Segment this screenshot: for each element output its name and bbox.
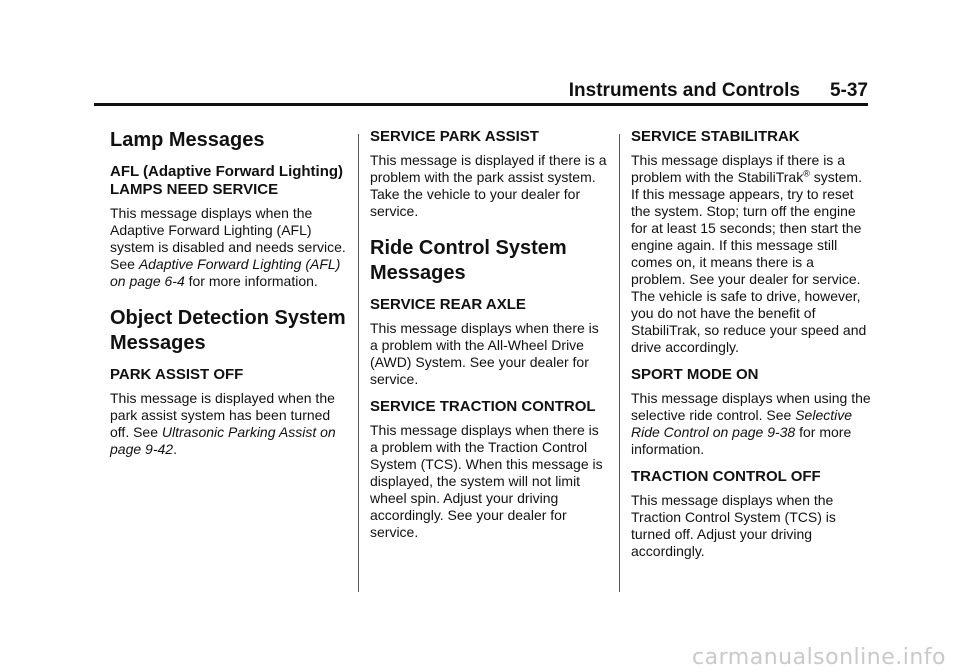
column-divider-2 — [619, 134, 620, 592]
lamp-messages-heading: Lamp Messages — [110, 129, 265, 151]
stabilitrak-text-end: system. If this message appears, try to reset the system. Stop; turn off the engine for at least 15 seconds; then start the engine again. If this message still comes on, it means there is a problem. See your dealer for service. The vehicle is safe to drive, however, you do not have the benefit of StabiliTrak, so reduce your speed and drive accordingly. — [631, 169, 867, 355]
service-traction-control-heading: SERVICE TRACTION CONTROL — [370, 398, 596, 415]
parking-assist-page-reference[interactable]: Ultrasonic Parking Assist on page 9-42 — [110, 424, 336, 457]
registered-mark: ® — [803, 168, 810, 179]
afl-page-reference[interactable]: Adaptive Forward Lighting (AFL) on page 6-4 — [110, 256, 341, 289]
afl-heading: AFL (Adaptive Forward Lighting) LAMPS NEED SERVICE — [110, 163, 344, 198]
park-assist-off-paragraph — [110, 390, 350, 458]
service-rear-axle-paragraph: This message displays when there is a problem with the All-Wheel Drive (AWD) System. See your dealer for service. — [370, 320, 599, 387]
service-traction-control-paragraph: This message displays when there is a problem with the Traction Control System (TCS). When this message is displayed, the system will not limit wheel spin. Adjust your driving accordingly. See your dealer for service. — [370, 422, 603, 540]
service-stabilitrak-heading: SERVICE STABILITRAK — [631, 128, 800, 145]
page-number: 5-37 — [829, 80, 868, 101]
park-assist-off-text-end: . — [173, 441, 177, 457]
afl-text-end: for more information. — [184, 273, 318, 289]
park-assist-off-heading: PARK ASSIST OFF — [110, 366, 244, 383]
ride-control-heading: Ride Control System Messages — [370, 237, 567, 284]
column-3 — [631, 128, 871, 570]
column-1 — [110, 128, 350, 468]
column-divider-1 — [358, 134, 359, 592]
section-title: Instruments and Controls — [568, 80, 800, 101]
park-assist-off-text: This message is displayed when the park assist system has been turned off. See — [110, 390, 335, 440]
service-park-assist-paragraph: This message is displayed if there is a problem with the park assist system. Take the vehicle to your dealer for service. — [370, 152, 607, 219]
sport-mode-text-end: for more information. — [631, 424, 852, 457]
sport-mode-text: This message displays when using the selective ride control. See — [631, 390, 871, 423]
traction-control-off-paragraph: This message displays when the Traction Control System (TCS) is turned off. Adjust your driving accordingly. — [631, 492, 836, 559]
traction-control-off-heading: TRACTION CONTROL OFF — [631, 468, 821, 485]
column-2 — [370, 128, 608, 551]
afl-text: This message displays when the Adaptive Forward Lighting (AFL) system is disabled and needs service. See — [110, 205, 346, 272]
afl-paragraph — [110, 205, 350, 290]
page-header — [94, 80, 868, 102]
header-rule — [94, 103, 868, 106]
sport-mode-on-heading: SPORT MODE ON — [631, 366, 759, 383]
object-detection-heading: Object Detection System Messages — [110, 307, 346, 354]
selective-ride-page-reference[interactable]: Selective Ride Control on page 9-38 — [631, 407, 853, 440]
sport-mode-on-paragraph — [631, 390, 871, 458]
watermark: carmanualsonline.info — [692, 645, 946, 670]
service-park-assist-heading: SERVICE PARK ASSIST — [370, 128, 539, 145]
service-stabilitrak-paragraph — [631, 152, 871, 356]
service-rear-axle-heading: SERVICE REAR AXLE — [370, 296, 526, 313]
stabilitrak-text: This message displays if there is a problem with the StabiliTrak — [631, 152, 845, 185]
